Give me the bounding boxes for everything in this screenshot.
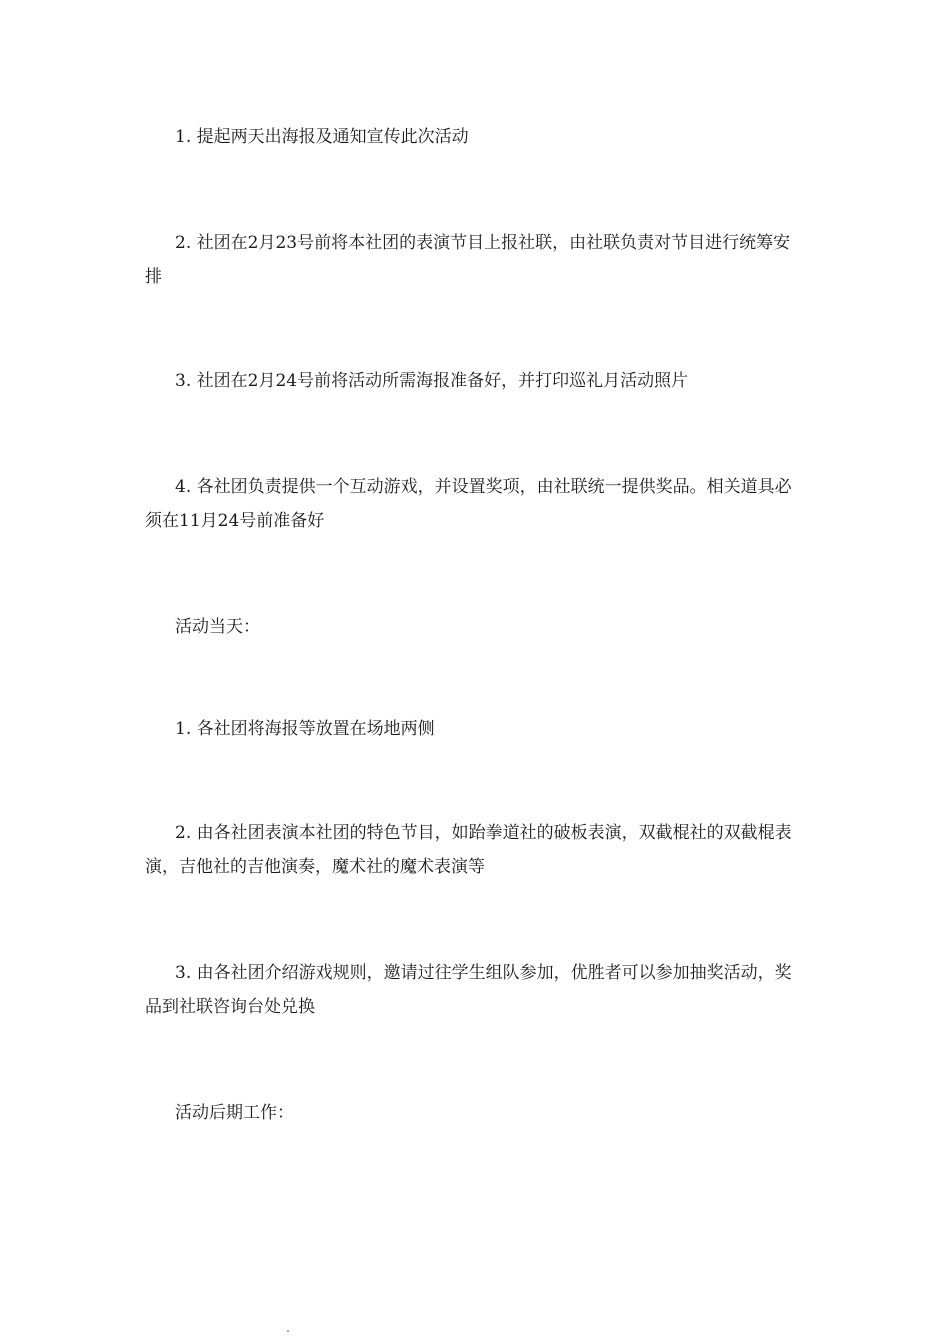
paragraph-day-1: 1. 各社团将海报等放置在场地两侧 xyxy=(175,719,435,739)
section-heading-post-event: 活动后期工作： xyxy=(175,1103,294,1123)
section-heading-event-day: 活动当天： xyxy=(175,617,260,637)
paragraph-day-2: 2. 由各社团表演本社团的特色节目，如跆拳道社的破板表演，双截棍社的双截棍表演，吉他社的吉他演奏，魔术社的魔术表演等 xyxy=(145,823,792,877)
paragraph-pre-1: 1. 提起两天出海报及通知宣传此次活动 xyxy=(175,127,469,147)
paragraph-pre-3: 3. 社团在2月24号前将活动所需海报准备好，并打印巡礼月活动照片 xyxy=(175,371,689,391)
paragraph-pre-4: 4. 各社团负责提供一个互动游戏，并设置奖项，由社联统一提供奖品。相关道具必须在11月24号前准备好 xyxy=(145,477,792,531)
paragraph-pre-2: 2. 社团在2月23号前将本社团的表演节目上报社联，由社联负责对节目进行统筹安排 xyxy=(145,233,791,287)
footer-dot xyxy=(287,1330,289,1332)
paragraph-day-3: 3. 由各社团介绍游戏规则，邀请过往学生组队参加，优胜者可以参加抽奖活动，奖品到社联咨询台处兑换 xyxy=(145,963,792,1017)
